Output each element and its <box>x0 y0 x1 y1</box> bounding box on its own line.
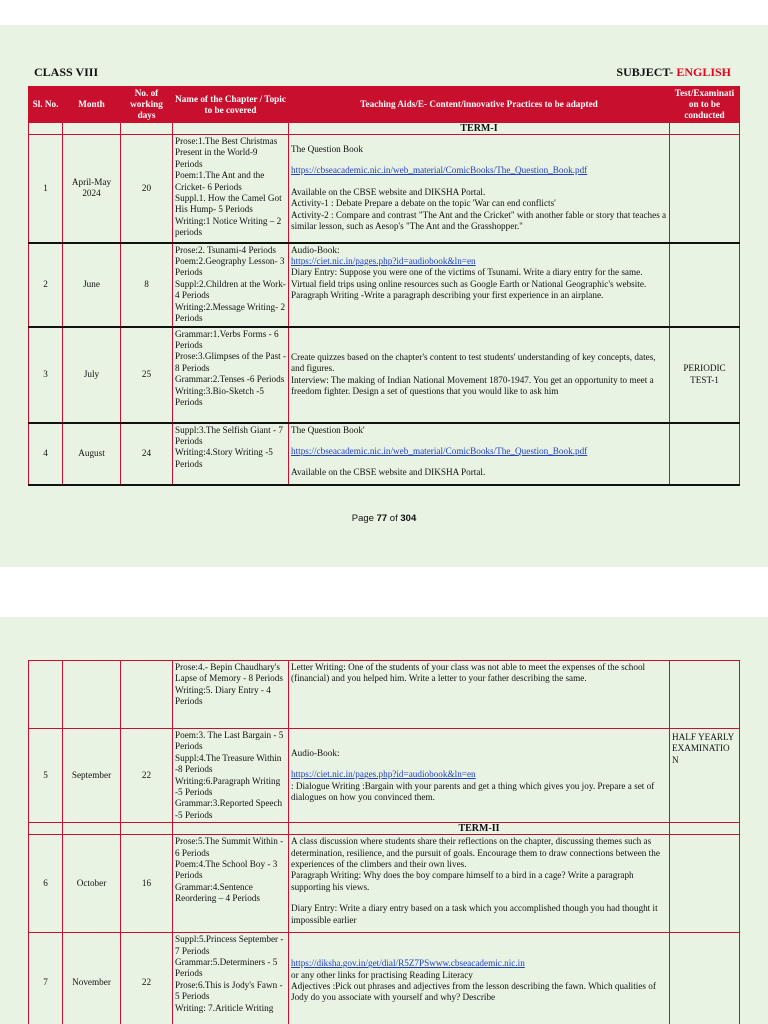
cell-chapter: Prose:2. Tsunami-4 Periods Poem:2.Geography Lesson- 3 Periods Suppl:2.Children at the Work- 4 Periods Writing:2.Message Writing- 2 Periods <box>173 243 289 327</box>
cell-test <box>670 933 740 1024</box>
cell-aids: Letter Writing: One of the students of your class was not able to meet the expenses of the school (financial) and you helped him. Write a letter to your father describing the same. <box>289 661 670 729</box>
cell-days: 20 <box>121 135 173 243</box>
col-header-days: No. of working days <box>121 87 173 123</box>
cell-month <box>63 661 121 729</box>
cell-aids: A class discussion where students share their reflections on the chapter, discussing themes such as determination, resilience, and the pursuit of goals. Encourage them to draw connections between the experiences of the climbers and their own lives. Paragraph Writing: Why does the boy compare himself to a bird in a cage? Write a paragraph supporting his views. Diary Entry: Write a diary entry based on a task which you accomplished though you had thought it impossible earlier <box>289 835 670 933</box>
subject-heading <box>616 65 731 80</box>
cell-sl: 7 <box>29 933 63 1024</box>
cell-aids: Audio-Book: https://ciet.nic.in/pages.php?id=audiobook&ln=en : Dialogue Writing :Bargain with your parents and get a thing which gives you joy. Prepare a set of dialogues on how you convinced them. <box>289 729 670 823</box>
cell-aids: The Question Book' https://cbseacademic.nic.in/web_material/ComicBooks/The_Question_Book.pdf Available on the CBSE website and DIKSHA Portal. <box>289 423 670 485</box>
term-label: TERM-II <box>289 823 670 835</box>
cell-test <box>670 243 740 327</box>
table-row <box>29 933 740 1024</box>
col-header-sl: Sl. No. <box>29 87 63 123</box>
cell-month: September <box>63 729 121 823</box>
cell-aids: Audio-Book: https://ciet.nic.in/pages.php?id=audiobook&ln=en Diary Entry: Suppose you were one of the victims of Tsunami. Write a diary entry for the same. Virtual field trips using online resources such as Google Earth or National Geographic's website. Paragraph Writing -Write a paragraph describing your first experience in an airplane. <box>289 243 670 327</box>
cell-aids: Create quizzes based on the chapter's content to test students' understanding of key concepts, dates, and figures. Interview: The making of Indian National Movement 1870-1947. You get an opportunity to meet a freedom fighter. Design a set of questions that you would like to ask him <box>289 327 670 423</box>
question-book-link[interactable]: https://cbseacademic.nic.in/web_material/ComicBooks/The_Question_Book.pdf <box>291 165 588 176</box>
cell-sl: 4 <box>29 423 63 485</box>
audiobook-link[interactable]: https://ciet.nic.in/pages.php?id=audiobook&ln=en <box>291 769 476 780</box>
cell-test: PERIODIC TEST-1 <box>670 327 740 423</box>
syllabus-table-page-2 <box>28 660 740 1024</box>
table-row <box>29 423 740 485</box>
cell-month: June <box>63 243 121 327</box>
page-number: Page 77 of 304 <box>351 513 417 524</box>
cell-days: 16 <box>121 835 173 933</box>
cell-test <box>670 135 740 243</box>
audiobook-link[interactable]: https://ciet.nic.in/pages.php?id=audiobook&ln=en <box>291 255 476 266</box>
table-row <box>29 327 740 423</box>
term-row <box>29 823 740 835</box>
col-header-aids: Teaching Aids/E- Content/innovative Practices to be adapted <box>289 87 670 123</box>
cell-days: 25 <box>121 327 173 423</box>
cell-test <box>670 661 740 729</box>
col-header-month: Month <box>63 87 121 123</box>
document-page-1 <box>0 25 768 567</box>
cell-chapter: Poem:3. The Last Bargain - 5 Periods Suppl:4.The Treasure Within -8 Periods Writing:6.Paragraph Writing -5 Periods Grammar:3.Reported Speech -5 Periods <box>173 729 289 823</box>
cell-month: April-May 2024 <box>63 135 121 243</box>
cell-days: 8 <box>121 243 173 327</box>
cell-chapter: Suppl:5.Princess September - 7 Periods Grammar:5.Determiners - 5 Periods Prose:6.This is Jody's Fawn - 5 Periods Writing: 7.Ariticle Writing <box>173 933 289 1024</box>
cell-days: 22 <box>121 933 173 1024</box>
cell-test <box>670 423 740 485</box>
syllabus-table-page-1 <box>28 86 740 486</box>
cell-chapter: Prose:4.- Bepin Chaudhary's Lapse of Memory - 8 Periods Writing:5. Diary Entry - 4 Periods <box>173 661 289 729</box>
term-label: TERM-I <box>289 123 670 135</box>
cell-chapter: Suppl:3.The Selfish Giant - 7 Periods Writing:4.Story Writing -5 Periods <box>173 423 289 485</box>
question-book-link[interactable]: https://cbseacademic.nic.in/web_material/ComicBooks/The_Question_Book.pdf <box>291 445 588 456</box>
cell-sl <box>29 661 63 729</box>
cell-month: October <box>63 835 121 933</box>
cell-month: July <box>63 327 121 423</box>
cell-test: HALF YEARLY EXAMINATIO N <box>670 729 740 823</box>
cell-days: 24 <box>121 423 173 485</box>
cell-month: August <box>63 423 121 485</box>
table-row <box>29 835 740 933</box>
table-row <box>29 661 740 729</box>
class-heading: CLASS VIII <box>34 65 99 79</box>
term-row <box>29 123 740 135</box>
table-header-row <box>29 87 740 123</box>
document-page-2 <box>0 617 768 1024</box>
cell-sl: 5 <box>29 729 63 823</box>
diksha-link[interactable]: https://diksha.gov.in/get/dial/R5Z7PSwww.cbseacademic.nic.in <box>291 958 525 969</box>
cell-sl: 1 <box>29 135 63 243</box>
table-row <box>29 729 740 823</box>
cell-aids: The Question Book https://cbseacademic.nic.in/web_material/ComicBooks/The_Question_Book.pdf Available on the CBSE website and DIKSHA Portal. Activity-1 : Debate Prepare a debate on the topic 'War can end conflicts' Activity-2 : Compare and contrast "The Ant and the Cricket" with another fable or story that teaches a similar lesson, such as Aesop's "The Ant and the Grasshopper." <box>289 135 670 243</box>
cell-days: 22 <box>121 729 173 823</box>
table-row <box>29 135 740 243</box>
col-header-chapter: Name of the Chapter / Topic to be covered <box>173 87 289 123</box>
cell-sl: 3 <box>29 327 63 423</box>
table-row <box>29 243 740 327</box>
cell-month: November <box>63 933 121 1024</box>
subject-prefix: SUBJECT- <box>616 65 677 79</box>
subject-value: ENGLISH <box>676 65 731 79</box>
cell-test <box>670 835 740 933</box>
cell-aids: https://diksha.gov.in/get/dial/R5Z7PSwww.cbseacademic.nic.in or any other links for practising Reading Literacy Adjectives :Pick out phrases and adjectives from the lesson describing the fawn. Which qualities of Jody do you associate with yourself and why? Describe <box>289 933 670 1024</box>
cell-chapter: Grammar:1.Verbs Forms - 6 Periods Prose:3.Glimpses of the Past - 8 Periods Grammar:2.Tenses -6 Periods Writing:3.Bio-Sketch -5 Periods <box>173 327 289 423</box>
cell-days <box>121 661 173 729</box>
cell-chapter: Prose:1.The Best Christmas Present in the World-9 Periods Poem:1.The Ant and the Cricket- 6 Periods Suppl.1. How the Camel Got His Hump- 5 Periods Writing:1 Notice Writing – 2 periods <box>173 135 289 243</box>
cell-sl: 2 <box>29 243 63 327</box>
cell-sl: 6 <box>29 835 63 933</box>
cell-chapter: Prose:5.The Summit Within - 6 Periods Poem:4.The School Boy - 3 Periods Grammar:4.Sentence Reordering – 4 Periods <box>173 835 289 933</box>
col-header-test: Test/Examinati on to be conducted <box>670 87 740 123</box>
